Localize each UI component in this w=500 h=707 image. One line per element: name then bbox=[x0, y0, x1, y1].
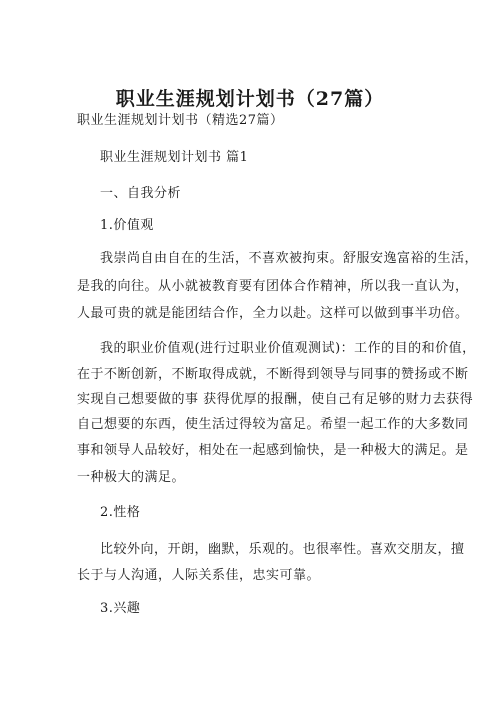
subsection-heading-personality: 2.性格 bbox=[100, 505, 141, 520]
chapter-heading: 职业生涯规划计划书 篇1 bbox=[100, 150, 249, 165]
paragraph-line: 我的职业价值观(进行过职业价值观测试)：工作的目的和价值， bbox=[100, 341, 476, 356]
paragraph-line: 是我的向往。从小就被教育要有团体合作精神，所以我一直认为， bbox=[77, 279, 469, 294]
paragraph-line: 长于与人沟通，人际关系佳，忠实可靠。 bbox=[77, 568, 321, 583]
paragraph-line: 我崇尚自由自在的生活，不喜欢被拘束。舒服安逸富裕的生活， bbox=[100, 251, 479, 266]
paragraph-line: 比较外向，开朗，幽默，乐观的。也很率性。喜欢交朋友，擅 bbox=[100, 542, 465, 557]
document-title: 职业生涯规划计划书（27篇） bbox=[115, 88, 385, 110]
paragraph-line: 人最可贵的就是能团结合作，全力以赴。这样可以做到事半功倍。 bbox=[77, 306, 469, 321]
document-subtitle: 职业生涯规划计划书（精选27篇） bbox=[77, 113, 284, 128]
paragraph-line: 自己想要的东西，使生活过得较为富足。希望一起工作的大多数同 bbox=[77, 417, 469, 432]
subsection-heading-values: 1.价值观 bbox=[100, 218, 154, 233]
section-heading-self-analysis: 一、自我分析 bbox=[100, 186, 182, 201]
paragraph-line: 在于不断创新，不断取得成就，不断得到领导与同事的赞扬或不断 bbox=[77, 367, 469, 382]
paragraph-line: 实现自己想要做的事 获得优厚的报酬，使自己有足够的财力去获得 bbox=[77, 392, 474, 407]
paragraph-line: 事和领导人品较好，相处在一起感到愉快，是一种极大的满足。是 bbox=[77, 443, 469, 458]
paragraph-line: 一种极大的满足。 bbox=[77, 470, 186, 485]
subsection-heading-interest: 3.兴趣 bbox=[100, 601, 141, 616]
